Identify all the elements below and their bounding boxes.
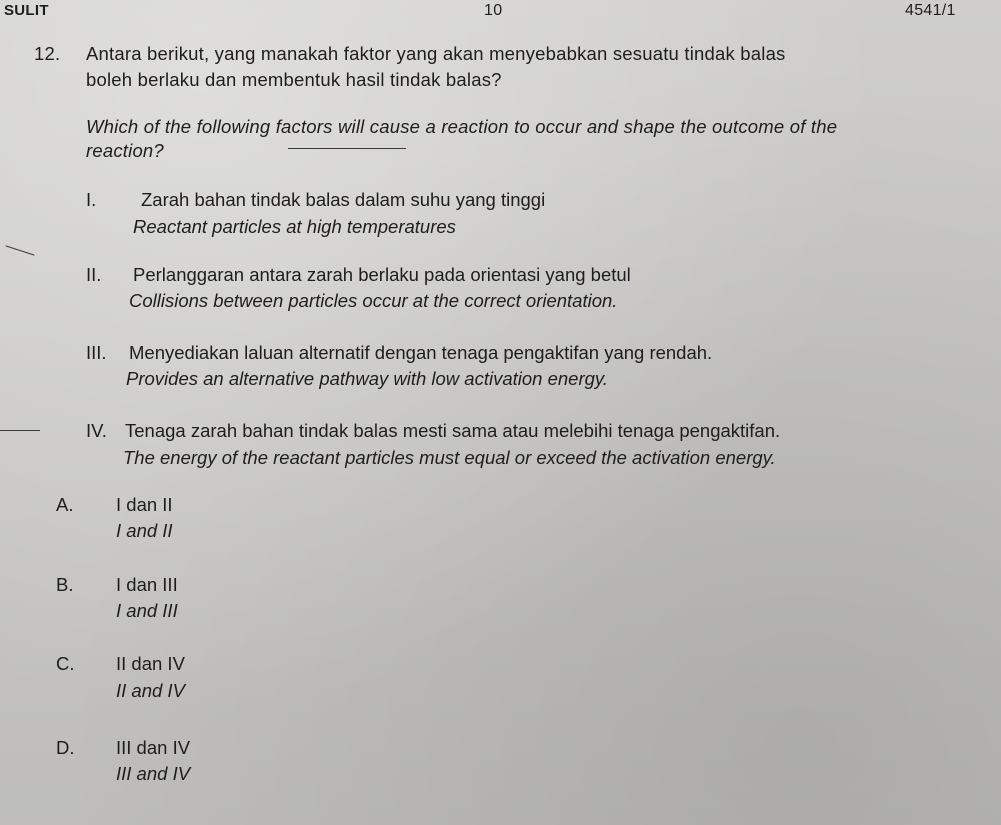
option-b-english: I and III <box>116 600 178 621</box>
statement-numeral-4: IV. <box>86 420 107 441</box>
question-english-line-1: Which of the following factors will cause a reaction to occur and shape the outcome of the <box>86 116 838 137</box>
page-number: 10 <box>484 2 503 19</box>
question-number: 12. <box>34 43 61 64</box>
question-english-line-2: reaction? <box>86 140 164 161</box>
option-a-letter: A. <box>56 494 74 515</box>
question-malay-line-2: boleh berlaku dan membentuk hasil tindak balas? <box>86 69 502 90</box>
statement-2-malay: Perlanggaran antara zarah berlaku pada orientasi yang betul <box>133 264 631 285</box>
statement-2-english: Collisions between particles occur at the correct orientation. <box>129 290 618 311</box>
option-c-english: II and IV <box>116 680 185 701</box>
option-b-malay: I dan III <box>116 574 178 595</box>
option-c-malay: II dan IV <box>116 653 185 674</box>
header-left: SULIT <box>4 2 49 19</box>
statement-4-english: The energy of the reactant particles must equal or exceed the activation energy. <box>123 447 776 468</box>
pencil-underline-mark <box>288 148 406 149</box>
statement-1-english: Reactant particles at high temperatures <box>133 216 456 237</box>
option-a-english: I and II <box>116 520 173 541</box>
statement-3-english: Provides an alternative pathway with low activation energy. <box>126 368 608 389</box>
statement-1-malay: Zarah bahan tindak balas dalam suhu yang tinggi <box>141 189 546 210</box>
pencil-dash-mark <box>0 430 40 431</box>
statement-3-malay: Menyediakan laluan alternatif dengan tenaga pengaktifan yang rendah. <box>129 342 713 363</box>
option-d-malay: III dan IV <box>116 737 191 758</box>
option-d-english: III and IV <box>116 763 191 784</box>
statement-numeral-3: III. <box>86 342 107 363</box>
option-d-letter: D. <box>56 737 75 758</box>
statement-4-malay: Tenaga zarah bahan tindak balas mesti sama atau melebihi tenaga pengaktifan. <box>125 420 781 441</box>
pencil-tick-mark <box>6 245 35 255</box>
paper-code: 4541/1 <box>905 2 956 19</box>
option-c-letter: C. <box>56 653 75 674</box>
option-a-malay: I dan II <box>116 494 173 515</box>
statement-numeral-1: I. <box>86 189 97 210</box>
statement-numeral-2: II. <box>86 264 102 285</box>
question-malay-line-1: Antara berikut, yang manakah faktor yang akan menyebabkan sesuatu tindak balas <box>86 43 786 64</box>
option-b-letter: B. <box>56 574 74 595</box>
